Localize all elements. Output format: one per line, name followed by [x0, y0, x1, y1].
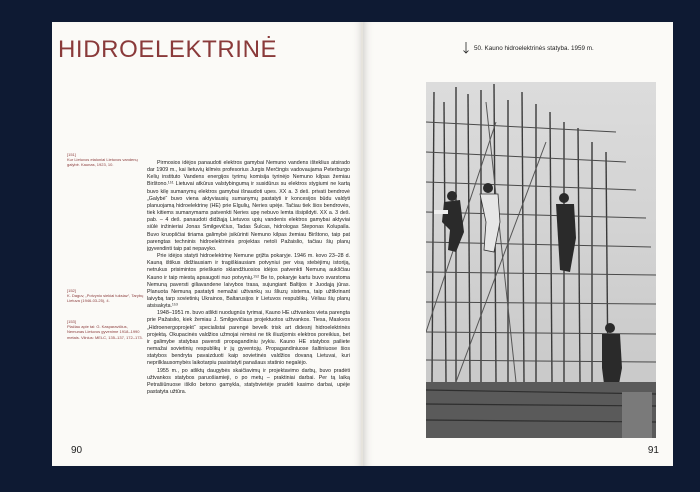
- page-number: 90: [71, 445, 83, 456]
- construction-photo: [426, 82, 656, 438]
- footnote-number: [152]: [67, 288, 76, 293]
- page-title: HIDROELEKTRINĖ: [58, 36, 278, 63]
- page-number: 91: [647, 445, 659, 456]
- footnote-number: [153]: [67, 319, 76, 324]
- body-text: [147, 160, 350, 396]
- footnote-153: [67, 319, 145, 340]
- footnote-151: [67, 152, 145, 168]
- body-paragraph: Pirmosios idėjos panaudoti elektros gamybai Nemuno vandens išteklius atsirado dar 1909 m., kai lietuvių kilmės profesorius Jurgis Merčingis vadovaujama Peterburgo Kelių instituto Vandens energijos tyrimų komisija tyrinėjo Nemuno kilpas žemiau Birštono.¹⁵¹ Lietuvai atkūrus valstybingumą ir susidūrus su elektros stygiumi ne kartą buvo kilę sumanymų elektros gamybai išnaudoti upes. XX a. 3 deš. privati bendrovė „Galybė“ buvo viena aktyviausių sumanymų pastatyti ir koncesijos būdu valdyti planuojamą hidroelektrinę (HE) prie Elgulių, Neries upėje. Tačiau tiek šios bendrovės, tiek kitiems sumanymams patvenkti Neries upę nebuvo lemta išsipildyti. XX a. 3 deš. pab. – 4 deš. panaudoti didžiąją Lietuvos upių vandenis elektros gamybai aktyviai siūlė inžinieriai Jonas Smilgevičius, Tadas Šulcas, hidrologas Steponas Kolupaila. Buvo kruopščiai tiriama galimybė įsikūrinti Nemuno kilpas žemiau Birštono, taip pat parengtas techninis hidroelektrinės projektas netoli Pažaislio, tačiau šių planų įgyvendinti taip pat nepavyko.: [147, 160, 350, 252]
- footnote-number: [151]: [67, 152, 76, 157]
- body-paragraph: 1955 m., po atliktų daugybės skaičiavimų ir projektavimo darbų, buvo pradėti užtvankos statybos paruošiamieji, o po metų – praktiniai darbai. Per tą laiką Petrašiūnuose iškilo betono gamykla, statybvietėje pradėti kasimo darbai, upėje pastatyta užtūra.: [147, 367, 350, 395]
- photo-caption: [462, 42, 594, 54]
- right-page: [363, 22, 673, 466]
- body-paragraph: 1948–1951 m. buvo atlikti nuodugnūs tyrimai, Kauno HE užtvankos vieta parengta prie Pažaislio, kiek žemiau J. Smilgevičiaus projektuotos užtvankos. Tiesa, Maskvos „Hidroenergoprojekt“ specialistai parengė bevelk trisk art didesnį hidroelektrinės projektą. Okupacinės valdžios užmojai rėmėsi ne tik iliuzijomis elektros poreikius, bet ir galimybe statybas paversti propagandiniu įvykiu. Kauno HE statybos pailiete nemažai sovietinių respublikų ir jų gyventojų. Propagandiniuose šaltiniuose šios statybos bendryta pavaizduoti kaip sovietinės valdžios dovaną Lietuvai, kuri neprilklausomybės laikotarpiu pasistatyti panašaus statinio negalėjo.: [147, 310, 350, 367]
- body-paragraph: Prie idėjos statyti hidroelektrinę Nemune grįžta pokaryje. 1946 m. kovo 23–28 d. Kauną ištikus didžiausiam ir tragiškiausiam potvyniui per visą stebėjimų istoriją, netrukus prisimintos prieškario sklandžiuosios idėjos patvenkti Nemuną aukščiau Kauno ir taip miestą apsaugoti nuo potvynių.¹⁵² Be to, pokaryje kartu buvo svarstoma Nemuną paversti giliavandene laivybos trasa, sujungiant Baltijos ir Juodąją jūras. Planuota Nemuną pastatyti nemažai užtvankų su šliuzų sistema, taip užtikrinant laivybą tarp sovietinių Ukrainos, Baltarusijos ir Lietuvos respublikų. Vėliau šių planų atsisakyta.¹⁵³: [147, 253, 350, 310]
- footnote-152: [67, 288, 145, 304]
- left-page: [52, 22, 363, 466]
- footnote-text: K. Daguv, „Potvynio siekiai tuksiaz“, Tarybų Lietuva (1946-03-25), 4.: [67, 293, 144, 304]
- footnote-text: Kur Lietuvos etaloniai Lietuvos vandenų galybė. Kaunas, 1923, 10.: [67, 157, 138, 168]
- arrow-down-icon: [462, 42, 470, 54]
- footnote-text: Plačiau apie tai: G. Kasparavičius, Nemunas Lietuvos gyvenime 1918–1990 metais. Vilnius: MELC, 135–137, 172–173.: [67, 324, 143, 340]
- caption-text: 50. Kauno hidroelektrinės statyba. 1959 m.: [474, 44, 594, 52]
